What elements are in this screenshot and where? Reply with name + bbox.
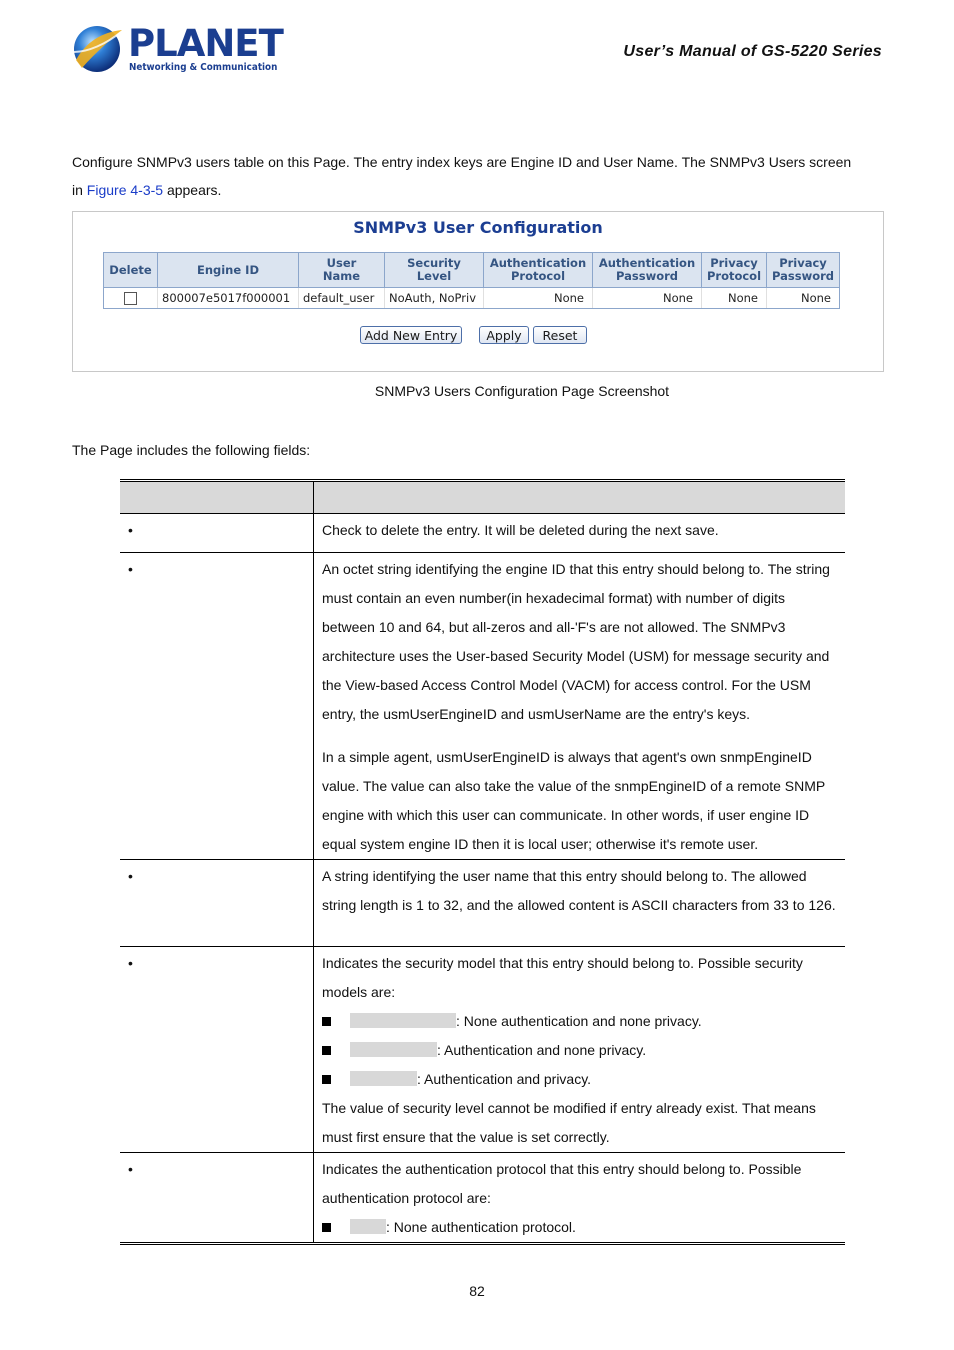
- page-number: 82: [469, 1283, 485, 1299]
- bullet: •: [128, 1161, 133, 1177]
- privacy-protocol-cell: None: [702, 288, 767, 309]
- snmpv3-screenshot: [72, 211, 884, 372]
- auth-password-cell: None: [593, 288, 702, 309]
- fields-header-object: [120, 481, 314, 514]
- col-user-name: User Name: [299, 253, 385, 288]
- auth-protocol-intro: Indicates the authentication protocol that this entry should belong to. Possible authentication protocol are:: [322, 1161, 802, 1206]
- col-privacy-password: Privacy Password: [767, 253, 840, 288]
- brand-name: PLANET: [128, 22, 283, 65]
- col-security-level: Security Level: [385, 253, 484, 288]
- intro-prefix: in: [72, 182, 87, 198]
- square-bullet-icon: [322, 1075, 331, 1084]
- intro-line-2: [72, 176, 884, 204]
- col-delete: Delete: [104, 253, 158, 288]
- table-row: [104, 288, 840, 309]
- table-row: [120, 860, 845, 947]
- auth-protocol-cell: None: [484, 288, 593, 309]
- fields-table: [120, 479, 845, 1245]
- brand-tagline: Networking & Communication: [129, 62, 278, 73]
- table-row: [120, 1153, 845, 1244]
- intro-paragraph: [72, 148, 884, 204]
- security-level-intro: Indicates the security model that this entry should belong to. Possible security models are:: [322, 955, 803, 1000]
- bullet: •: [128, 868, 133, 884]
- figure-caption: SNMPv3 Users Configuration Page Screenshot: [374, 383, 670, 399]
- list-item: : None authentication protocol.: [322, 1213, 837, 1242]
- security-level-cell: NoAuth, NoPriv: [385, 288, 484, 309]
- engine-id-description: [314, 553, 846, 860]
- planet-logo: [72, 22, 283, 78]
- table-row: [120, 514, 845, 553]
- list-item: : Authentication and privacy.: [322, 1065, 837, 1094]
- col-auth-password: Authentication Password: [593, 253, 702, 288]
- engine-id-paragraph-1: An octet string identifying the engine ID that this entry should belong to. The string must contain an even number(in hexadecimal format) with number of digits between 10 and 64, but all-zeros and all-'F's are not allowed. The SNMPv3 architecture uses the User-based Security Model (USM) for message security and the View-based Access Control Model (VACM) for access control. For the USM entry, the usmUserEngineID and usmUserName are the entry's keys.: [322, 561, 830, 722]
- security-level-description: [314, 947, 846, 1153]
- redacted-value: [350, 1042, 437, 1057]
- reset-button[interactable]: Reset: [533, 326, 587, 344]
- redacted-value: [350, 1071, 417, 1086]
- user-name-description: A string identifying the user name that this entry should belong to. The allowed string length is 1 to 32, and the allowed content is ASCII characters from 33 to 126.: [314, 860, 846, 947]
- screenshot-title: SNMPv3 User Configuration: [353, 218, 603, 237]
- square-bullet-icon: [322, 1223, 331, 1232]
- fields-intro: The Page includes the following fields:: [72, 442, 311, 458]
- col-auth-protocol: Authentication Protocol: [484, 253, 593, 288]
- fields-header-description: [314, 481, 846, 514]
- square-bullet-icon: [322, 1046, 331, 1055]
- list-item: : None authentication and none privacy.: [322, 1007, 837, 1036]
- bullet: •: [128, 561, 133, 577]
- redacted-value: [350, 1219, 386, 1234]
- figure-link[interactable]: Figure 4-3-5: [86, 182, 164, 198]
- delete-checkbox[interactable]: [124, 292, 137, 305]
- globe-icon: [72, 22, 124, 76]
- security-level-note: The value of security level cannot be modified if entry already exist. That means must first ensure that the value is set correctly.: [322, 1100, 816, 1145]
- intro-line-1: Configure SNMPv3 users table on this Page. The entry index keys are Engine ID and User Name. The SNMPv3 Users screen: [72, 154, 852, 170]
- col-privacy-protocol: Privacy Protocol: [702, 253, 767, 288]
- manual-title: User’s Manual of GS-5220 Series: [623, 43, 882, 60]
- bullet: •: [128, 522, 133, 538]
- engine-id-paragraph-2: In a simple agent, usmUserEngineID is always that agent's own snmpEngineID value. The value can also take the value of the snmpEngineID of a remote SNMP engine with which this user can communicate. In other words, if user engine ID equal system engine ID then it is local user; otherwise it's remote user.: [322, 749, 825, 852]
- delete-description: Check to delete the entry. It will be deleted during the next save.: [314, 514, 846, 553]
- list-item: : Authentication and none privacy.: [322, 1036, 837, 1065]
- square-bullet-icon: [322, 1017, 331, 1026]
- col-engine-id: Engine ID: [158, 253, 299, 288]
- bullet: •: [128, 955, 133, 971]
- user-name-cell: default_user: [299, 288, 385, 309]
- engine-id-cell: 800007e5017f000001: [158, 288, 299, 309]
- snmpv3-users-table: [103, 252, 840, 309]
- delete-cell: [104, 288, 158, 309]
- intro-suffix: appears.: [163, 182, 222, 198]
- redacted-value: [350, 1013, 456, 1028]
- privacy-password-cell: None: [767, 288, 840, 309]
- table-row: [120, 553, 845, 860]
- table-row: [120, 947, 845, 1153]
- auth-protocol-description: [314, 1153, 846, 1244]
- add-new-entry-button[interactable]: Add New Entry: [360, 326, 462, 344]
- apply-button[interactable]: Apply: [479, 326, 529, 344]
